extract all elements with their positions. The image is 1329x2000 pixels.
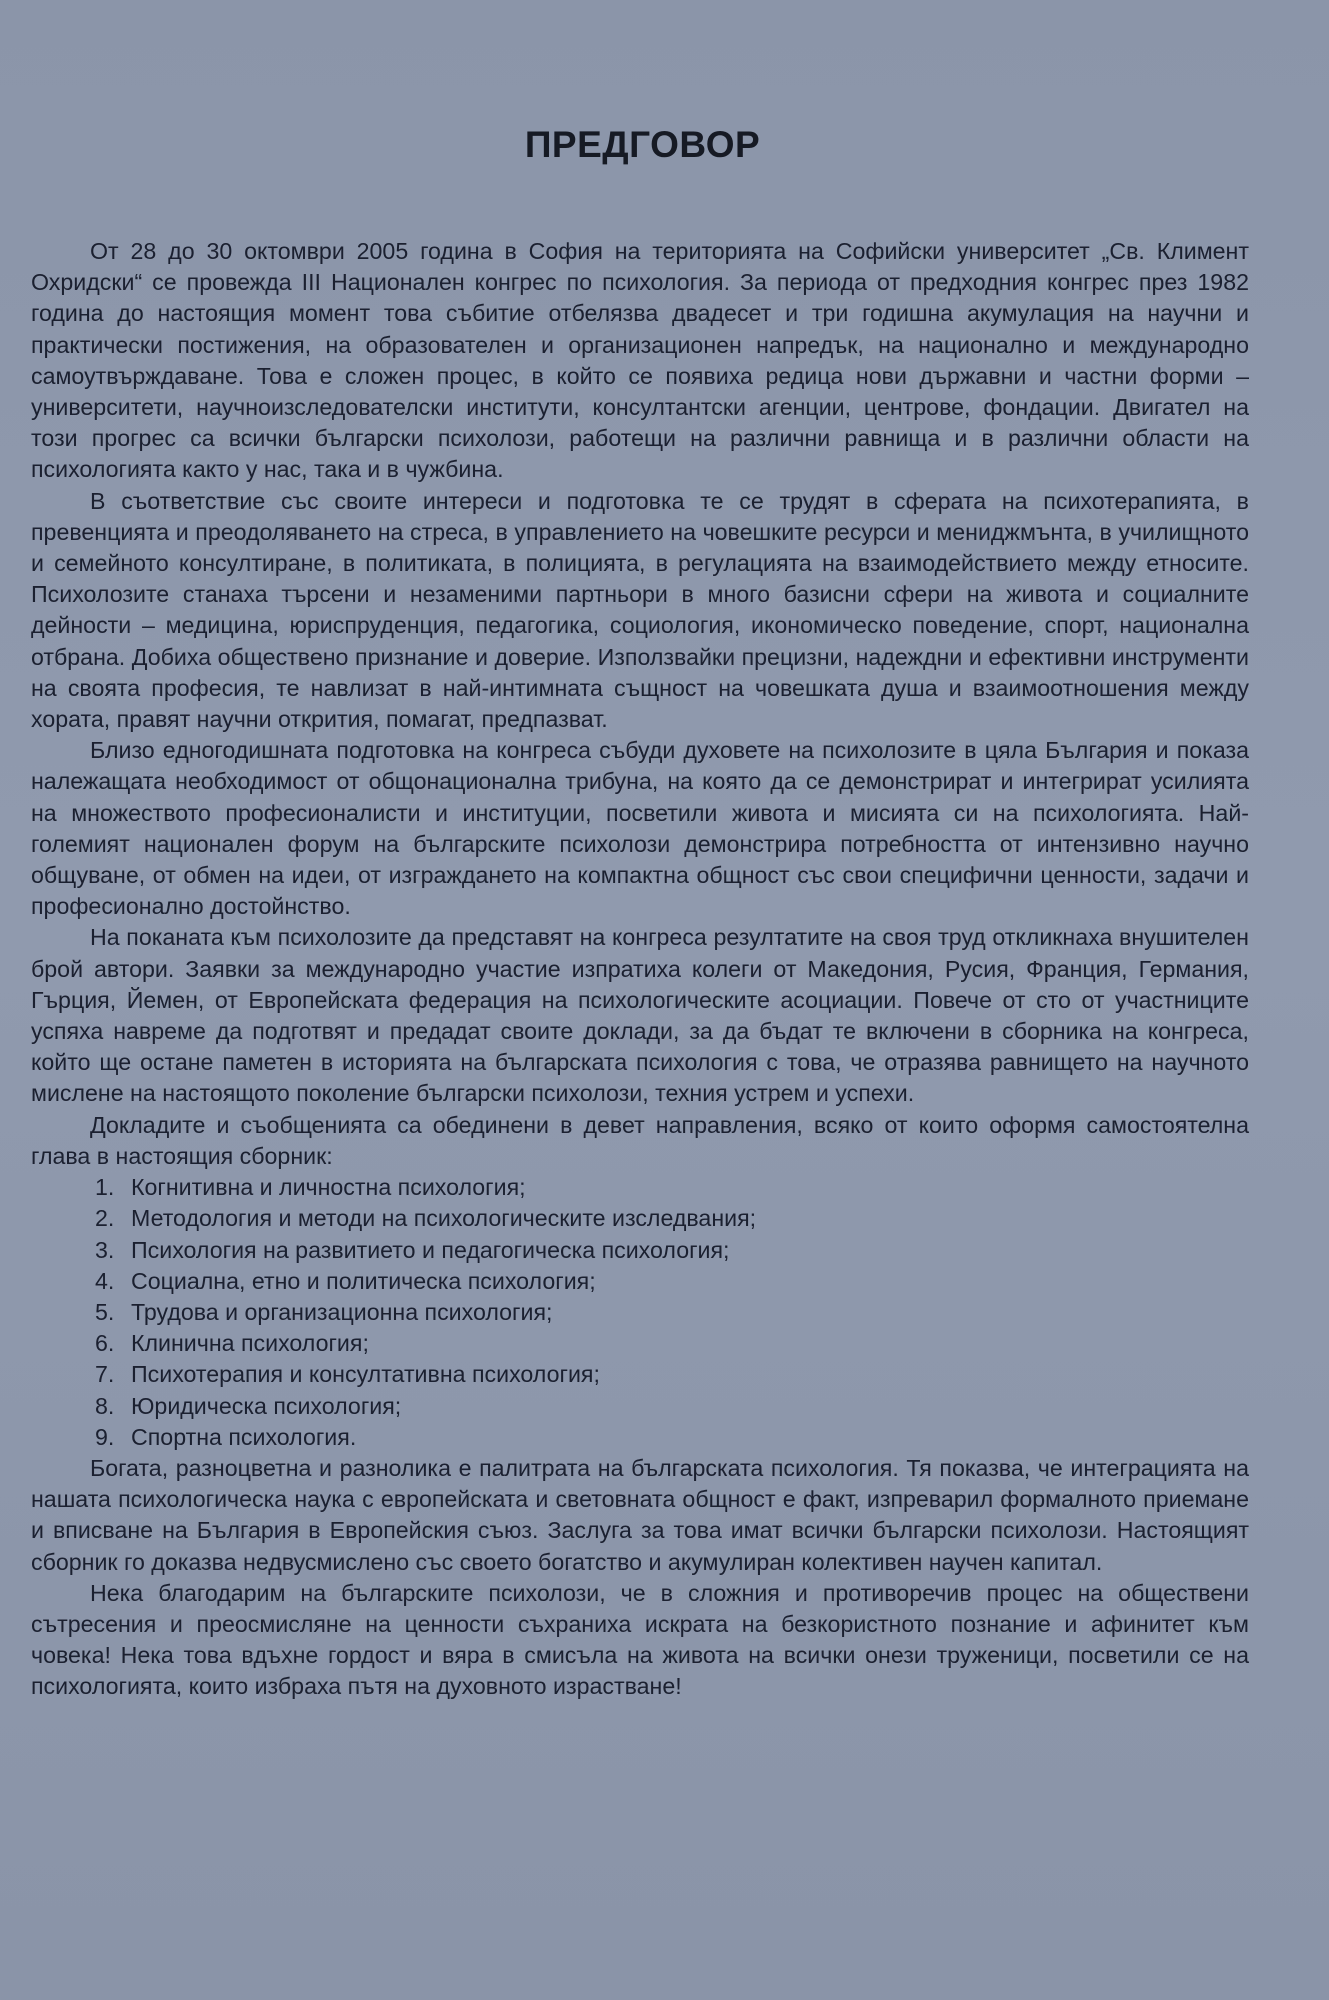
list-item xyxy=(31,1266,1249,1297)
paragraph-5: Докладите и съобщенията са обединени в девет направления, всяко от които оформя самостоятелна глава в настоящия сборник: xyxy=(31,1111,1249,1169)
list-item xyxy=(31,1297,1249,1328)
list-item-text: Юридическа психология; xyxy=(131,1392,402,1419)
list-item xyxy=(31,1422,1249,1453)
list-item-text: Психотерапия и консултативна психология; xyxy=(131,1361,600,1388)
list-item-number: 4. xyxy=(95,1267,115,1294)
list-item-number: 3. xyxy=(95,1236,115,1263)
list-item-number: 6. xyxy=(95,1330,115,1357)
list-item-text: Когнитивна и личностна психология; xyxy=(131,1174,526,1201)
list-item-number: 7. xyxy=(95,1361,115,1388)
sections-list xyxy=(31,1172,1249,1453)
page-title: ПРЕДГОВОР xyxy=(524,124,761,165)
list-item-number: 1. xyxy=(95,1174,115,1201)
list-item-text: Психология на развитието и педагогическа психология; xyxy=(131,1236,730,1263)
list-item-number: 5. xyxy=(95,1298,115,1325)
list-item xyxy=(31,1203,1249,1234)
list-item xyxy=(31,1235,1249,1266)
list-item-text: Методология и методи на психологическите изследвания; xyxy=(131,1205,757,1232)
list-item xyxy=(31,1328,1249,1359)
list-item xyxy=(31,1391,1249,1422)
paragraph-4: На поканата към психолозите да представят на конгреса резултатите на своя труд откликнаха внушителен брой автори. Заявки за международно участие изпратиха колеги от Македония, Русия, Франция, Германия, Гърция, Йемен, от Европейската федерация на психологическите асоциации. Повече от сто от участниците успяха навреме да подготвят и предадат своите доклади, за да бъдат те включени в сборника на конгреса, който ще остане паметен в историята на българската психология с това, че отразява равнището на научното мислене на настоящото поколение български психолози, техния устрем и успехи. xyxy=(31,924,1249,1107)
paragraph-1: От 28 до 30 октомври 2005 година в София на територията на Софийски университет „Св. Климент Охридски“ се провежда III Национален конгрес по психология. За периода от предходния конгрес през 1982 година до настоящия момент това събитие отбелязва двадесет и три годишна акумулация на научни и практически постижения, на образователен и организационен напредък, на национално и международно самоутвърждаване. Това е сложен процес, в който се появиха редица нови държавни и частни форми – университети, научноизследователски институти, консултантски агенции, центрове, фондации. Двигател на този прогрес са всички български психолози, работещи на различни равнища и в различни области на психологията както у нас, така и в чужбина. xyxy=(31,238,1249,483)
list-item-number: 2. xyxy=(95,1205,115,1232)
list-item xyxy=(31,1359,1249,1390)
list-item-text: Трудова и организационна психология; xyxy=(131,1298,553,1325)
paragraph-3: Близо едногодишната подготовка на конгреса събуди духовете на психолозите в цяла България и показа належащата необходимост от общонационална трибуна, на която да се демонстрират и интегрират усилията на множеството професионалисти и институции, посветили живота и мисията си на психологията. Най-големият национален форум на българските психолози демонстрира потребността от интензивно научно общуване, от обмен на идеи, от изграждането на компактна общност със свои специфични ценности, задачи и професионално достойнство. xyxy=(31,737,1249,920)
document-body xyxy=(31,236,1249,1703)
paragraph-2: В съответствие със своите интереси и подготовка те се трудят в сферата на психотерапията, в превенцията и преодоляването на стреса, в управлението на човешките ресурси и мениджмънта, в училищното и семейното консултиране, в политиката, в полицията, в регулацията на взаимодействието между етносите. Психолозите станаха търсени и незаменими партньори в много базисни сфери на живота и социалните дейности – медицина, юриспруденция, педагогика, социология, икономическо поведение, спорт, национална отбрана. Добиха обществено признание и доверие. Използвайки прецизни, надеждни и ефективни инструменти на своята професия, те навлизат в най-интимната същност на човешката душа и взаимоотношения между хората, правят научни открития, помагат, предпазват. xyxy=(31,487,1249,733)
list-item-number: 8. xyxy=(95,1392,115,1419)
list-item-text: Спортна психология. xyxy=(131,1423,357,1450)
list-item-text: Социална, етно и политическа психология; xyxy=(131,1267,596,1294)
list-item-number: 9. xyxy=(95,1423,115,1450)
paragraph-6: Богата, разноцветна и разнолика е палитрата на българската психология. Тя показва, че интеграцията на нашата психологическа наука с европейската и световната общност е факт, изпреварил формалното приемане и вписване на България в Европейския съюз. Заслуга за това имат всички български психолози. Настоящият сборник го доказва недвусмислено със своето богатство и акумулиран колективен научен капитал. xyxy=(31,1454,1249,1575)
paragraph-7: Нека благодарим на българските психолози, че в сложния и противоречив процес на обществени сътресения и преосмисляне на ценности съхраниха искрата на безкористното познание и афинитет към човека! Нека това вдъхне гордост и вяра в смисъла на живота на всички онези труженици, посветили се на психологията, които избраха пътя на духовното израстване! xyxy=(31,1579,1249,1700)
list-item-text: Клинична психология; xyxy=(131,1330,369,1357)
list-item xyxy=(31,1172,1249,1203)
